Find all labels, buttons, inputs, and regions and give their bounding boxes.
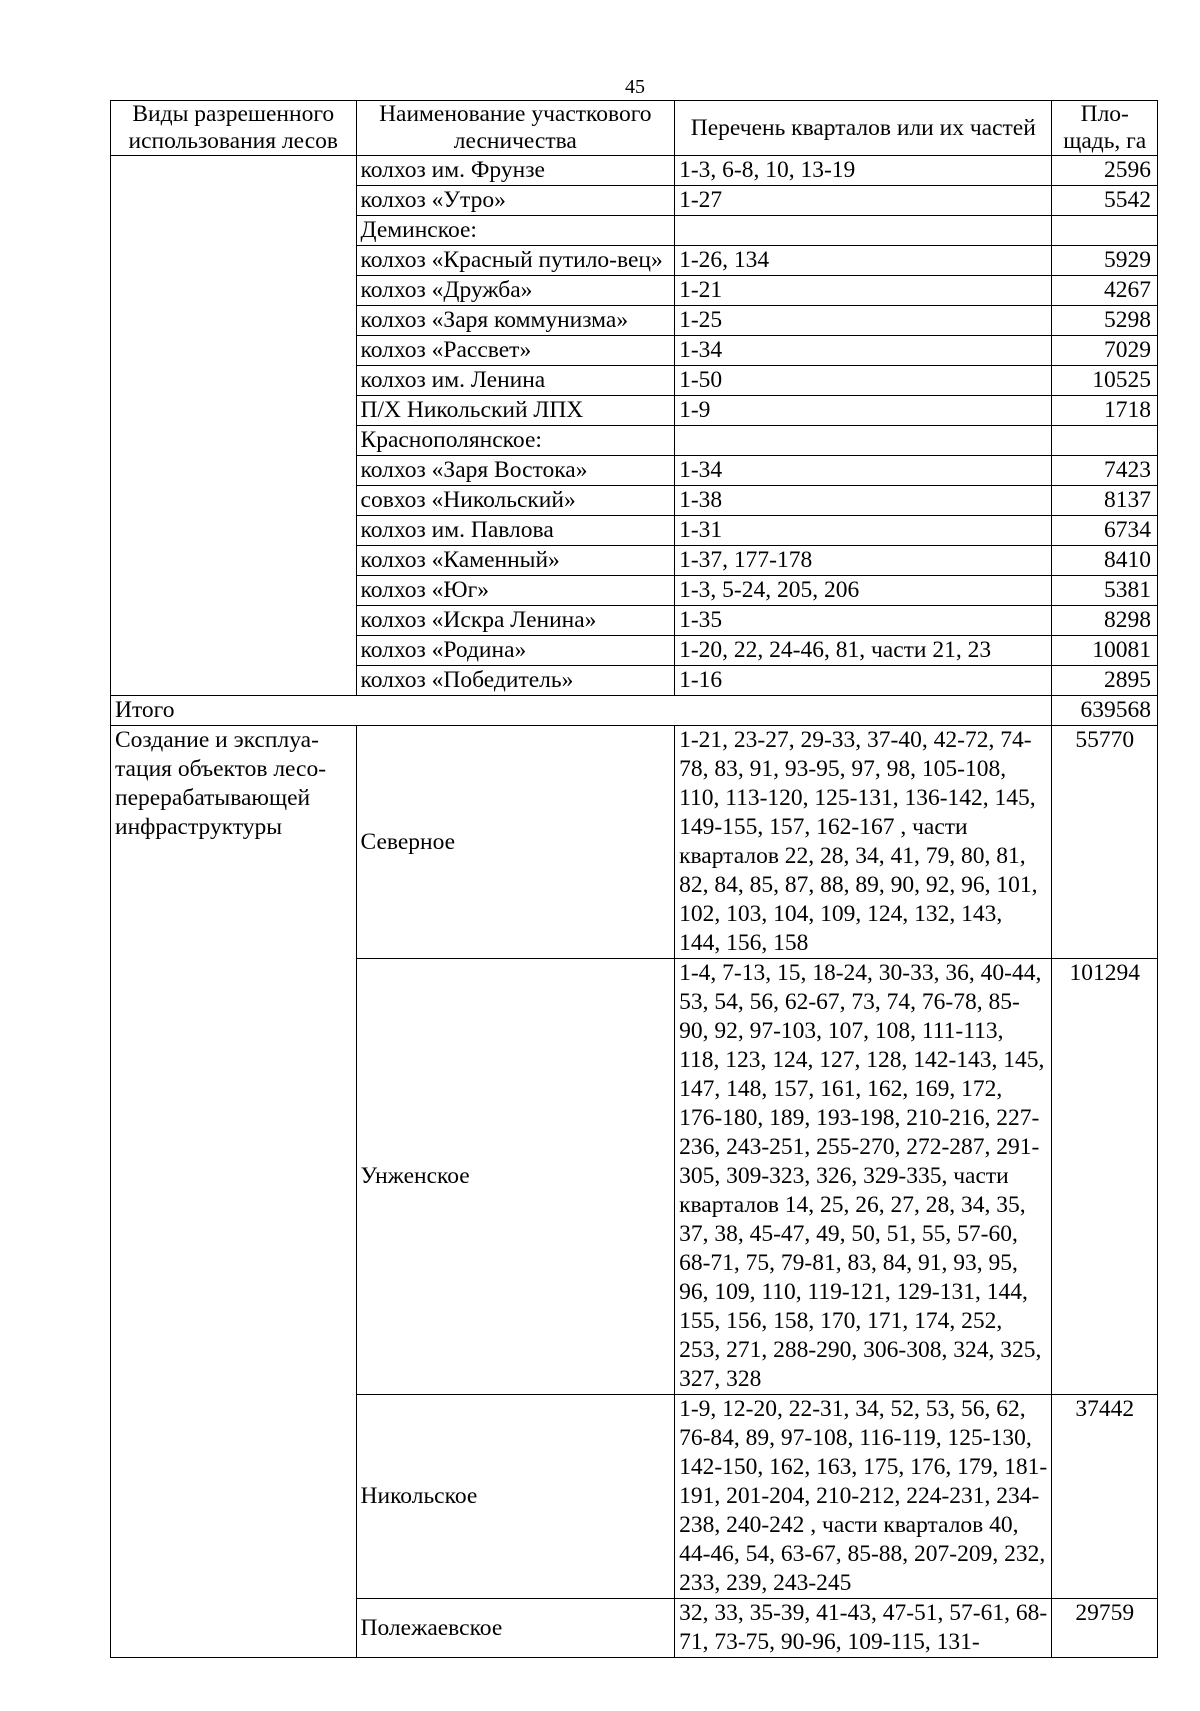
quarters-cell: 1-20, 22, 24-46, 81, части 21, 23 bbox=[675, 636, 1052, 666]
quarters-cell: 1-4, 7-13, 15, 18-24, 30-33, 36, 40-44, 53, 54, 56, 62-67, 73, 74, 76-78, 85-90, 92, 97-103, 107, 108, 111-113, 118, 123, 124, 127, 128, 142-143, 145, 147, 148, 157, 161, 162, 169, 172, 176-180, 189, 193-198, 210-216, 227-236, 243-251, 255-270, 272-287, 291-305, 309-323, 326, 329-335, части кварталов 14, 25, 26, 27, 28, 34, 35, 37, 38, 45-47, 49, 50, 51, 55, 57-60, 68-71, 75, 79-81, 83, 84, 91, 93, 95, 96, 109, 110, 119-121, 129-131, 144, 155, 156, 158, 170, 171, 174, 252, 253, 271, 288-290, 306-308, 324, 325, 327, 328 bbox=[675, 959, 1052, 1395]
header-area: Пло-щадь, га bbox=[1052, 101, 1158, 156]
forestry-name-cell: колхоз «Рассвет» bbox=[356, 336, 675, 366]
table-row bbox=[111, 156, 1158, 186]
quarters-cell bbox=[675, 216, 1052, 246]
area-cell: 5542 bbox=[1052, 186, 1158, 216]
quarters-cell: 1-37, 177-178 bbox=[675, 546, 1052, 576]
area-cell: 10081 bbox=[1052, 636, 1158, 666]
forestry-name-cell: Краснополянское: bbox=[356, 426, 675, 456]
quarters-cell: 1-34 bbox=[675, 456, 1052, 486]
forestry-name-cell: колхоз «Юг» bbox=[356, 576, 675, 606]
quarters-cell bbox=[675, 426, 1052, 456]
quarters-cell: 1-31 bbox=[675, 516, 1052, 546]
forestry-name-cell: Северное bbox=[356, 726, 675, 959]
area-cell: 7423 bbox=[1052, 456, 1158, 486]
area-cell: 1718 bbox=[1052, 396, 1158, 426]
area-cell: 2895 bbox=[1052, 666, 1158, 696]
area-cell: 8137 bbox=[1052, 486, 1158, 516]
area-cell: 55770 bbox=[1052, 726, 1158, 959]
forestry-name-cell: колхоз «Родина» bbox=[356, 636, 675, 666]
forestry-name-cell: П/Х Никольский ЛПХ bbox=[356, 396, 675, 426]
quarters-cell: 32, 33, 35-39, 41-43, 47-51, 57-61, 68-71, 73-75, 90-96, 109-115, 131- bbox=[675, 1599, 1052, 1658]
area-cell: 2596 bbox=[1052, 156, 1158, 186]
total-label: Итого bbox=[111, 696, 1052, 726]
forestry-name-cell: Унженское bbox=[356, 959, 675, 1395]
quarters-cell: 1-9, 12-20, 22-31, 34, 52, 53, 56, 62, 76-84, 89, 97-108, 116-119, 125-130, 142-150, 162, 163, 175, 176, 179, 181-191, 201-204, 210-212, 224-231, 234-238, 240-242 , части кварталов 40, 44-46, 54, 63-67, 85-88, 207-209, 232, 233, 239, 243-245 bbox=[675, 1395, 1052, 1599]
forestry-name-cell: колхоз «Дружба» bbox=[356, 276, 675, 306]
total-area: 639568 bbox=[1052, 696, 1158, 726]
quarters-cell: 1-9 bbox=[675, 396, 1052, 426]
area-cell bbox=[1052, 216, 1158, 246]
quarters-cell: 1-21 bbox=[675, 276, 1052, 306]
quarters-cell: 1-3, 6-8, 10, 13-19 bbox=[675, 156, 1052, 186]
forestry-name-cell: колхоз «Красный путило-вец» bbox=[356, 246, 675, 276]
forestry-name-cell: Полежаевское bbox=[356, 1599, 675, 1658]
quarters-cell: 1-25 bbox=[675, 306, 1052, 336]
area-cell bbox=[1052, 426, 1158, 456]
area-cell: 10525 bbox=[1052, 366, 1158, 396]
area-cell: 6734 bbox=[1052, 516, 1158, 546]
table-header-row bbox=[111, 101, 1158, 156]
area-cell: 37442 bbox=[1052, 1395, 1158, 1599]
forestry-name-cell: колхоз «Каменный» bbox=[356, 546, 675, 576]
forestry-name-cell: колхоз «Утро» bbox=[356, 186, 675, 216]
quarters-cell: 1-3, 5-24, 205, 206 bbox=[675, 576, 1052, 606]
area-cell: 5929 bbox=[1052, 246, 1158, 276]
header-quarters: Перечень кварталов или их частей bbox=[675, 101, 1052, 156]
forestry-name-cell: колхоз им. Павлова bbox=[356, 516, 675, 546]
area-cell: 29759 bbox=[1052, 1599, 1158, 1658]
quarters-cell: 1-35 bbox=[675, 606, 1052, 636]
quarters-cell: 1-38 bbox=[675, 486, 1052, 516]
forest-use-table bbox=[110, 100, 1158, 1658]
quarters-cell: 1-21, 23-27, 29-33, 37-40, 42-72, 74-78, 83, 91, 93-95, 97, 98, 105-108, 110, 113-120, 125-131, 136-142, 145, 149-155, 157, 162-167 , части кварталов 22, 28, 34, 41, 79, 80, 81, 82, 84, 85, 87, 88, 89, 90, 92, 96, 101, 102, 103, 104, 109, 124, 132, 143, 144, 156, 158 bbox=[675, 726, 1052, 959]
area-cell: 5298 bbox=[1052, 306, 1158, 336]
forestry-name-cell: колхоз им. Ленина bbox=[356, 366, 675, 396]
quarters-cell: 1-16 bbox=[675, 666, 1052, 696]
page-number: 45 bbox=[625, 76, 645, 98]
quarters-cell: 1-26, 134 bbox=[675, 246, 1052, 276]
forestry-name-cell: колхоз «Искра Ленина» bbox=[356, 606, 675, 636]
use-type-cell: Создание и эксплуа-тация объектов лесо-перерабатывающей инфраструктуры bbox=[111, 726, 357, 1658]
area-cell: 8410 bbox=[1052, 546, 1158, 576]
forestry-name-cell: колхоз им. Фрунзе bbox=[356, 156, 675, 186]
forestry-name-cell: колхоз «Победитель» bbox=[356, 666, 675, 696]
forestry-name-cell: Деминское: bbox=[356, 216, 675, 246]
area-cell: 7029 bbox=[1052, 336, 1158, 366]
forestry-name-cell: колхоз «Заря коммунизма» bbox=[356, 306, 675, 336]
forestry-name-cell: Никольское bbox=[356, 1395, 675, 1599]
header-forestry-name: Наименование участкового лесничества bbox=[356, 101, 675, 156]
area-cell: 8298 bbox=[1052, 606, 1158, 636]
total-row bbox=[111, 696, 1158, 726]
table-row bbox=[111, 726, 1158, 959]
use-type-cell-continued bbox=[111, 156, 357, 696]
area-cell: 4267 bbox=[1052, 276, 1158, 306]
quarters-cell: 1-50 bbox=[675, 366, 1052, 396]
area-cell: 101294 bbox=[1052, 959, 1158, 1395]
forestry-name-cell: колхоз «Заря Востока» bbox=[356, 456, 675, 486]
header-use-type: Виды разрешенного использования лесов bbox=[111, 101, 357, 156]
quarters-cell: 1-27 bbox=[675, 186, 1052, 216]
quarters-cell: 1-34 bbox=[675, 336, 1052, 366]
area-cell: 5381 bbox=[1052, 576, 1158, 606]
forestry-name-cell: совхоз «Никольский» bbox=[356, 486, 675, 516]
